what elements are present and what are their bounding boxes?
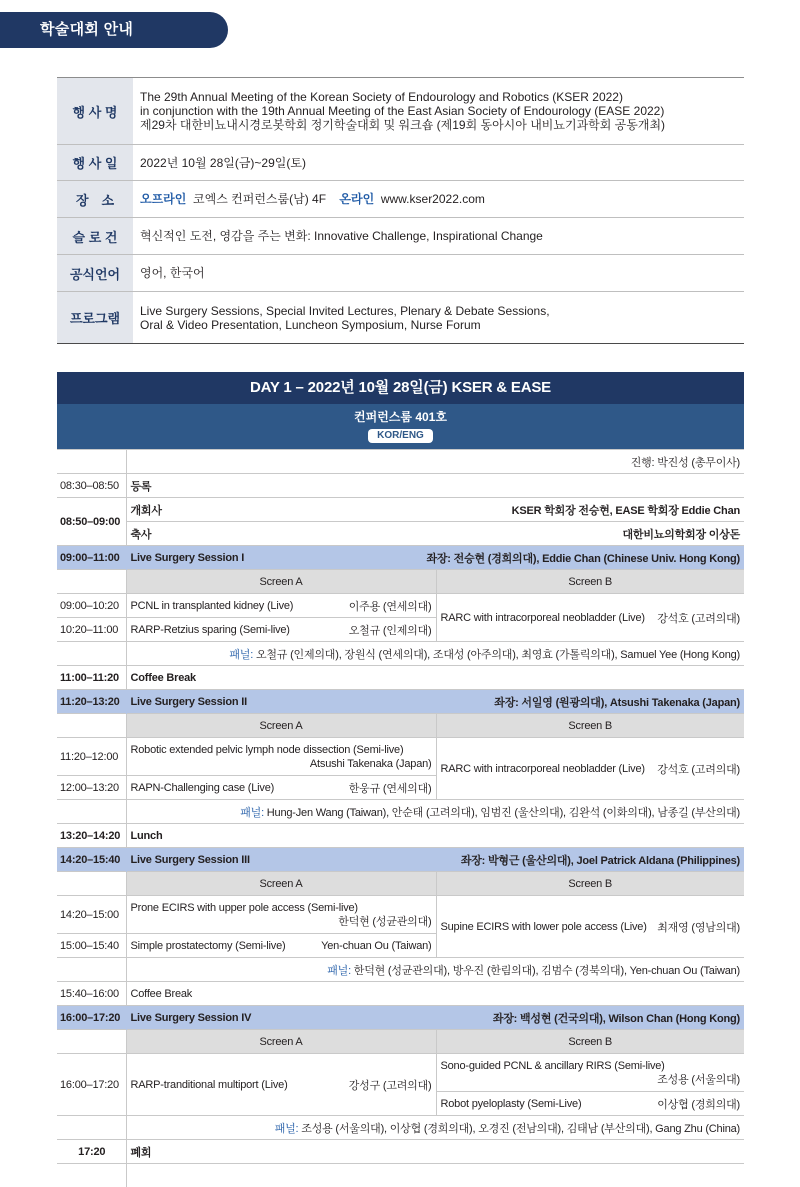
opening-speaker: KSER 학회장 전승현, EASE 학회장 Eddie Chan xyxy=(511,504,741,517)
talk-speaker: 강성구 (고려의대) xyxy=(348,1079,432,1092)
info-row-program xyxy=(57,292,744,344)
info-row-venue xyxy=(57,181,744,218)
screen-a-label: Screen A xyxy=(126,872,436,896)
time-cell: 14:20–15:40 xyxy=(57,848,126,872)
break-label: Coffee Break xyxy=(126,982,744,1006)
day1-schedule xyxy=(57,372,744,1187)
break-row xyxy=(57,982,744,1006)
talk-row xyxy=(57,738,744,776)
talk-speaker: 한웅규 (연세의대) xyxy=(348,782,432,795)
moderator: 진행: 박진성 (총무이사) xyxy=(126,450,744,474)
talk-speaker: 강석호 (고려의대) xyxy=(657,612,741,625)
schedule-title: DAY 1 – 2022년 10월 28일(금) KSER & EASE xyxy=(57,372,744,404)
info-label: 슬 로 건 xyxy=(57,218,133,255)
talk-title: RAPN-Challenging case (Live) xyxy=(130,781,275,794)
offline-venue: 코엑스 컨퍼런스룸(남) 4F xyxy=(193,192,327,206)
panel-row xyxy=(57,958,744,982)
info-value: in conjunction with the 19th Annual Meeting of the East Asian Society of Endourology (EASE 2022) xyxy=(140,104,665,118)
talk-title: RARP-Retzius sparing (Semi-live) xyxy=(130,623,290,636)
break-row xyxy=(57,666,744,690)
room-header xyxy=(57,404,744,449)
session-chairs: 좌장: 서일영 (원광의대), Atsushi Takenaka (Japan) xyxy=(494,696,741,709)
talk-title: Robot pyeloplasty (Semi-Live) xyxy=(440,1097,582,1110)
online-url[interactable]: www.kser2022.com xyxy=(380,192,485,206)
time-cell: 08:50–09:00 xyxy=(57,498,126,546)
screen-a-label: Screen A xyxy=(126,714,436,738)
info-row-name xyxy=(57,78,744,145)
session-chairs: 좌장: 백성현 (건국의대), Wilson Chan (Hong Kong) xyxy=(492,1012,741,1025)
session-title: Live Surgery Session III xyxy=(130,853,250,866)
info-row-slogan xyxy=(57,218,744,255)
time-cell: 08:30–08:50 xyxy=(57,474,126,498)
screen-header xyxy=(57,714,744,738)
time-cell: 12:00–13:20 xyxy=(57,776,126,800)
info-value: 영어, 한국어 xyxy=(133,255,744,292)
talk-title: RARC with intracorporeal neobladder (Live) xyxy=(440,762,645,775)
lunch-label: Lunch xyxy=(126,824,744,848)
opening-label: 개회사 xyxy=(130,504,162,517)
talk-title: Prone ECIRS with upper pole access (Semi-live) xyxy=(130,901,358,914)
session-title: Live Surgery Session II xyxy=(130,695,247,708)
info-row-date xyxy=(57,145,744,181)
screen-header xyxy=(57,872,744,896)
info-label: 행 사 일 xyxy=(57,145,133,181)
talk-title: Robotic extended pelvic lymph node dissection (Semi-live) xyxy=(130,743,404,756)
session-title: Live Surgery Session IV xyxy=(130,1011,252,1024)
screen-b-label: Screen B xyxy=(436,714,744,738)
panel-members: 조성용 (서울의대), 이상협 (경희의대), 오경진 (전남의대), 김태남 (부산의대), Gang Zhu (China) xyxy=(301,1122,741,1135)
panel-row xyxy=(57,1116,744,1140)
time-cell: 11:00–11:20 xyxy=(57,666,126,690)
panel-members: 오철규 (인제의대), 장원식 (연세의대), 조대성 (아주의대), 최영효 (가톨릭의대), Samuel Yee (Hong Kong) xyxy=(255,648,741,661)
panel-label: 패널: xyxy=(229,648,254,661)
talk-title: Supine ECIRS with lower pole access (Live) xyxy=(440,920,647,933)
info-value: Live Surgery Sessions, Special Invited Lectures, Plenary & Debate Sessions, xyxy=(140,303,550,318)
time-cell: 10:20–11:00 xyxy=(57,618,126,642)
talk-title: Sono-guided PCNL & ancillary RIRS (Semi-live) xyxy=(440,1059,665,1072)
talk-row xyxy=(57,594,744,618)
session-header xyxy=(57,690,744,714)
language-badge: KOR/ENG xyxy=(368,429,433,443)
info-label: 행 사 명 xyxy=(57,78,133,145)
screen-b-label: Screen B xyxy=(436,872,744,896)
session-chairs: 좌장: 전승현 (경희의대), Eddie Chan (Chinese Univ. Hong Kong) xyxy=(426,552,741,565)
congrats-speaker: 대한비뇨의학회장 이상돈 xyxy=(622,528,741,541)
registration-row xyxy=(57,474,744,498)
registration-label: 등록 xyxy=(126,474,744,498)
session-chairs: 좌장: 박형근 (울산의대), Joel Patrick Aldana (Philippines) xyxy=(460,854,741,867)
screen-a-label: Screen A xyxy=(126,570,436,594)
panel-members: Hung-Jen Wang (Taiwan), 안순태 (고려의대), 임범진 (울산의대), 김완석 (이화의대), 남종길 (부산의대) xyxy=(266,806,741,819)
schedule-table xyxy=(57,449,744,1187)
session-header xyxy=(57,1006,744,1030)
opening-row xyxy=(57,498,744,522)
info-value: 2022년 10월 28일(금)~29일(토) xyxy=(133,145,744,181)
talk-title: RARC with intracorporeal neobladder (Live) xyxy=(440,611,645,624)
session-header xyxy=(57,848,744,872)
event-info-table xyxy=(57,77,744,344)
info-label: 공식언어 xyxy=(57,255,133,292)
panel-label: 패널: xyxy=(240,806,264,819)
talk-title: RARP-tranditional multiport (Live) xyxy=(130,1078,288,1091)
session-header xyxy=(57,546,744,570)
info-value: 제29차 대한비뇨내시경로봇학회 정기학술대회 및 워크숍 (제19회 동아시아 내비뇨기과학회 공동개최) xyxy=(140,118,666,132)
panel-row xyxy=(57,800,744,824)
session-title: Live Surgery Session I xyxy=(130,551,245,564)
time-cell: 13:20–14:20 xyxy=(57,824,126,848)
info-label: 장 소 xyxy=(57,181,133,218)
panel-label: 패널: xyxy=(327,964,351,977)
screen-a-label: Screen A xyxy=(126,1030,436,1054)
congrats-row xyxy=(57,522,744,546)
info-value: Oral & Video Presentation, Luncheon Symposium, Nurse Forum xyxy=(140,317,481,332)
talk-speaker: 강석호 (고려의대) xyxy=(657,763,741,776)
offline-label: 오프라인 xyxy=(140,192,187,206)
section-tab: 학술대회 안내 xyxy=(0,12,228,48)
moderator-row xyxy=(57,450,744,474)
time-cell: 16:00–17:20 xyxy=(57,1006,126,1030)
talk-speaker: 이주용 (연세의대) xyxy=(348,600,432,613)
info-label: 프로그램 xyxy=(57,292,133,344)
congrats-label: 축사 xyxy=(130,528,152,541)
closing-label: 폐회 xyxy=(126,1140,744,1164)
talk-speaker: 조성용 (서울의대) xyxy=(657,1073,741,1086)
time-cell: 09:00–10:20 xyxy=(57,594,126,618)
info-value: The 29th Annual Meeting of the Korean Society of Endourology and Robotics (KSER 2022) xyxy=(140,90,623,104)
panel-row xyxy=(57,642,744,666)
screen-b-label: Screen B xyxy=(436,570,744,594)
time-cell: 09:00–11:00 xyxy=(57,546,126,570)
talk-speaker: 오철규 (인제의대) xyxy=(348,624,432,637)
talk-title: Simple prostatectomy (Semi-live) xyxy=(130,939,286,952)
time-cell: 16:00–17:20 xyxy=(57,1054,126,1116)
panel-members: 한덕현 (성균관의대), 방우진 (한림의대), 김범수 (경북의대), Yen-chuan Ou (Taiwan) xyxy=(353,964,741,977)
talk-speaker: 이상협 (경희의대) xyxy=(657,1098,741,1111)
talk-row xyxy=(57,896,744,934)
closing-row xyxy=(57,1140,744,1164)
talk-speaker: 최재영 (영남의대) xyxy=(657,921,741,934)
screen-b-label: Screen B xyxy=(436,1030,744,1054)
blank-row xyxy=(57,1164,744,1187)
talk-speaker: 한덕현 (성균관의대) xyxy=(338,915,432,928)
online-label: 온라인 xyxy=(339,192,375,206)
panel-label: 패널: xyxy=(274,1122,299,1135)
screen-header xyxy=(57,1030,744,1054)
lunch-row xyxy=(57,824,744,848)
time-cell: 17:20 xyxy=(57,1140,126,1164)
time-cell: 11:20–12:00 xyxy=(57,738,126,776)
room-name: 컨퍼런스룸 401호 xyxy=(354,410,447,424)
talk-title: PCNL in transplanted kidney (Live) xyxy=(130,599,294,612)
break-label: Coffee Break xyxy=(126,666,744,690)
talk-speaker: Yen-chuan Ou (Taiwan) xyxy=(321,939,432,952)
info-value: 혁신적인 도전, 영감을 주는 변화: Innovative Challenge, Inspirational Change xyxy=(133,218,744,255)
time-cell: 14:20–15:00 xyxy=(57,896,126,934)
screen-header xyxy=(57,570,744,594)
time-cell: 15:40–16:00 xyxy=(57,982,126,1006)
talk-row xyxy=(57,1054,744,1092)
info-row-language xyxy=(57,255,744,292)
time-cell: 11:20–13:20 xyxy=(57,690,126,714)
time-cell: 15:00–15:40 xyxy=(57,934,126,958)
talk-speaker: Atsushi Takenaka (Japan) xyxy=(309,757,432,770)
